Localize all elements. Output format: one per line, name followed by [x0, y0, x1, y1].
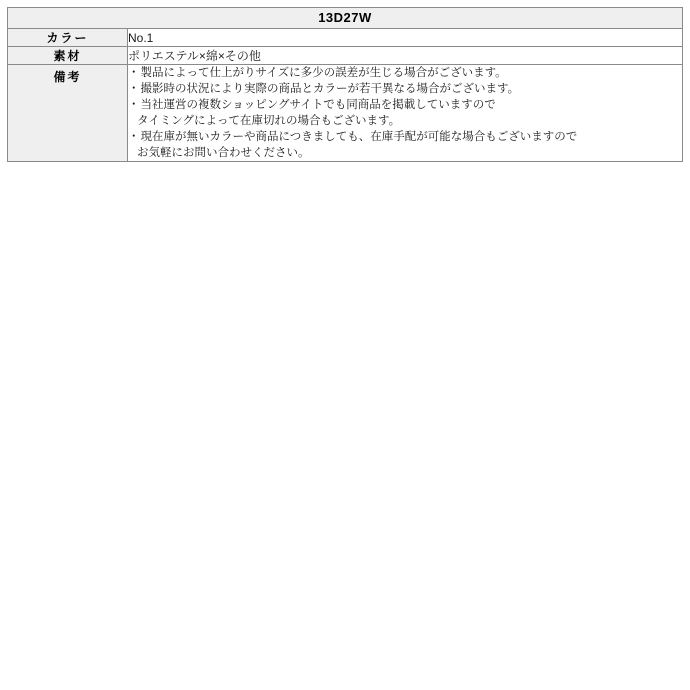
bullet-mark: ・: [128, 131, 140, 143]
product-code-title: 13D27W: [8, 8, 683, 29]
row-label-notes: 備考: [8, 65, 128, 162]
list-item: [128, 65, 682, 81]
note-text: 撮影時の状況により実際の商品とカラーが若干異なる場合がございます。: [140, 83, 520, 95]
note-text: 当社運営の複数ショッピングサイトでも同商品を掲載していますので: [140, 99, 496, 111]
table-row: [8, 47, 683, 65]
note-text: 現在庫が無いカラーや商品につきましても、在庫手配が可能な場合もございますので: [140, 131, 578, 143]
list-item: [128, 81, 682, 97]
bullet-mark: ・: [128, 67, 140, 79]
row-label-material: 素材: [8, 47, 128, 65]
product-spec-table: [7, 7, 683, 162]
note-text-continued: タイミングによって在庫切れの場合もございます。: [137, 115, 401, 127]
table-row-title: [8, 8, 683, 29]
row-label-color: カラー: [8, 29, 128, 47]
table-row-notes: [8, 65, 683, 162]
row-value-material: ポリエステル×綿×その他: [128, 47, 683, 65]
bullet-mark: ・: [128, 83, 140, 95]
bullet-mark: ・: [128, 99, 140, 111]
row-value-color: No.1: [128, 29, 683, 47]
list-item: [128, 129, 682, 145]
note-text: 製品によって仕上がりサイズに多少の誤差が生じる場合がございます。: [140, 67, 507, 79]
note-text-continued: お気軽にお問い合わせください。: [137, 147, 310, 159]
table-row: [8, 29, 683, 47]
list-item: [128, 97, 682, 113]
row-value-notes: [128, 65, 683, 162]
spec-sheet: [7, 7, 683, 162]
